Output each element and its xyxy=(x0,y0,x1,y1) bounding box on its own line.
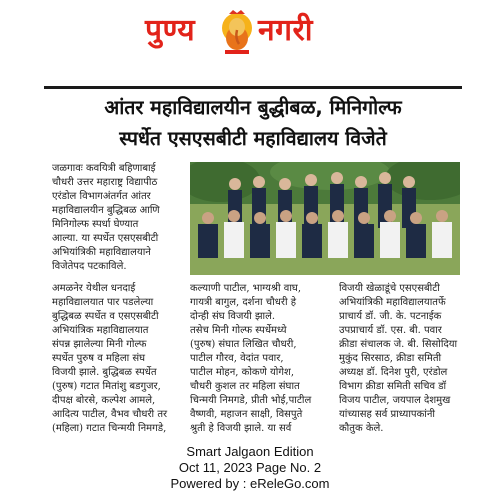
article-line: चिन्मयी निमगडे, प्रीती भोई,पाटील xyxy=(190,395,312,406)
article-line: विजयी खेळाडूंचे एसएसबीटी xyxy=(339,283,440,294)
article-line: विजेतेपद पटकाविले. xyxy=(52,261,127,272)
article-line: उपप्राचार्य डॉ. एस. बी. पवार xyxy=(339,325,442,336)
article-line: एरंडोल विभागअंतर्गत आंतर xyxy=(52,191,151,202)
article-line: महाविद्यालयीन बुद्धिबळ आणि xyxy=(52,205,160,216)
article-line: बुद्धिबळ स्पर्धेत व एसएसबीटी xyxy=(52,311,159,322)
article-line: वैष्णवी, महाजन साक्षी, विसपुते xyxy=(190,409,303,420)
article-line: चौधरी कुशल तर महिला संघात xyxy=(190,381,300,392)
article-line: विजयी झाले. बुद्धिबळ स्पर्धेत xyxy=(52,367,157,378)
article-line: गायत्री बागुल, दर्शना चौधरी हे xyxy=(190,297,297,308)
headline-rule xyxy=(44,86,462,89)
article-line: पाटील मोहन, कोकणे योगेश, xyxy=(190,367,295,378)
article-line: दोन्ही संघ विजयी झाले. xyxy=(190,311,276,322)
article-column-right xyxy=(339,282,469,436)
article-line: आदित्य पाटील, वैभव चौधरी तर xyxy=(52,409,168,420)
headline-line-1: आंतर महाविद्यालयीन बुद्धीबळ, मिनिगोल्फ xyxy=(104,96,402,119)
article-line: जळगावः कवयित्री बहिणाबाई xyxy=(52,163,156,174)
article-line: (पुरुष) संघात लिखित चौधरी, xyxy=(190,339,297,350)
article-line: तसेच मिनी गोल्फ स्पर्धेमध्ये xyxy=(190,325,287,336)
article-line: श्रुती हे विजयी झाले. या सर्व xyxy=(190,423,292,434)
ganesha-emblem-icon xyxy=(219,8,255,56)
footer-date-page: Oct 11, 2023 Page No. 2 xyxy=(178,460,322,475)
article-column-middle xyxy=(190,282,330,436)
article-line: अभियांत्रिकी महाविद्यालयाने xyxy=(52,247,151,258)
article-line: मिनिगोल्फ स्पर्धा घेण्यात xyxy=(52,219,139,230)
article-line: कल्याणी पाटील, भाग्यश्री वाघ, xyxy=(190,283,301,294)
article-line: क्रीडा संचालक जे. बी. सिसोदिया xyxy=(339,339,458,350)
article-column-left-top xyxy=(52,162,188,274)
article-line: कौतुक केले. xyxy=(339,423,384,434)
article-line: (महिला) गटात चिन्मयी निमगडे, xyxy=(52,423,167,434)
masthead xyxy=(0,0,500,82)
article-line: अभियांत्रिक महाविद्यालयात xyxy=(52,325,149,336)
team-photo xyxy=(190,162,460,275)
article-line: दीपक्ष बोरसे, कल्पेश आमले, xyxy=(52,395,156,406)
article-line: महाविद्यालयात पार पडलेल्या xyxy=(52,297,154,308)
article-line: अमळनेर येथील धनदाई xyxy=(52,283,136,294)
article-line: मुकुंद सिरसाठ, क्रीडा समिती xyxy=(339,353,442,364)
article-line: अभियांत्रिकी महाविद्यालयातर्फे xyxy=(339,297,446,308)
article-line: प्राचार्य डॉ. जी. के. पटनाईक xyxy=(339,311,442,322)
footer-powered-by: Powered by : eReleGo.com xyxy=(170,476,330,491)
headline-line-2: स्पर्धेत एसएसबीटी महाविद्यालय विजेते xyxy=(119,127,387,150)
article-line: यांच्यासह सर्व प्राध्यापकांनी xyxy=(339,409,436,420)
headline xyxy=(40,92,466,154)
article-line: पाटील गौरव, वेदांत पवार, xyxy=(190,353,284,364)
article-line: चौधरी उत्तर महाराष्ट्र विद्यापीठ xyxy=(52,177,158,188)
article-line: स्पर्धेत पुरुष व महिला संघ xyxy=(52,353,146,364)
masthead-right-word: नगरी xyxy=(258,13,314,48)
article-line: विभाग क्रीडा समिती सचिव डॉ xyxy=(339,381,447,392)
article-line: आल्या. या स्पर्धेत एसएसबीटी xyxy=(52,233,159,244)
article-line: अध्यक्ष डॉ. दिनेश पुरी, एरंडोल xyxy=(339,367,448,378)
article-line: संपन्न झालेल्या मिनी गोल्फ xyxy=(52,339,147,350)
article-line: विजय पाटील, जयपाल देशमुख xyxy=(339,395,451,406)
article-line: (पुरुष) गटात मितांशु बडगुजर, xyxy=(52,381,161,392)
article-column-left-bottom xyxy=(52,282,182,436)
masthead-left-word: पुण्य xyxy=(145,13,196,48)
footer-edition: Smart Jalgaon Edition xyxy=(186,444,314,459)
